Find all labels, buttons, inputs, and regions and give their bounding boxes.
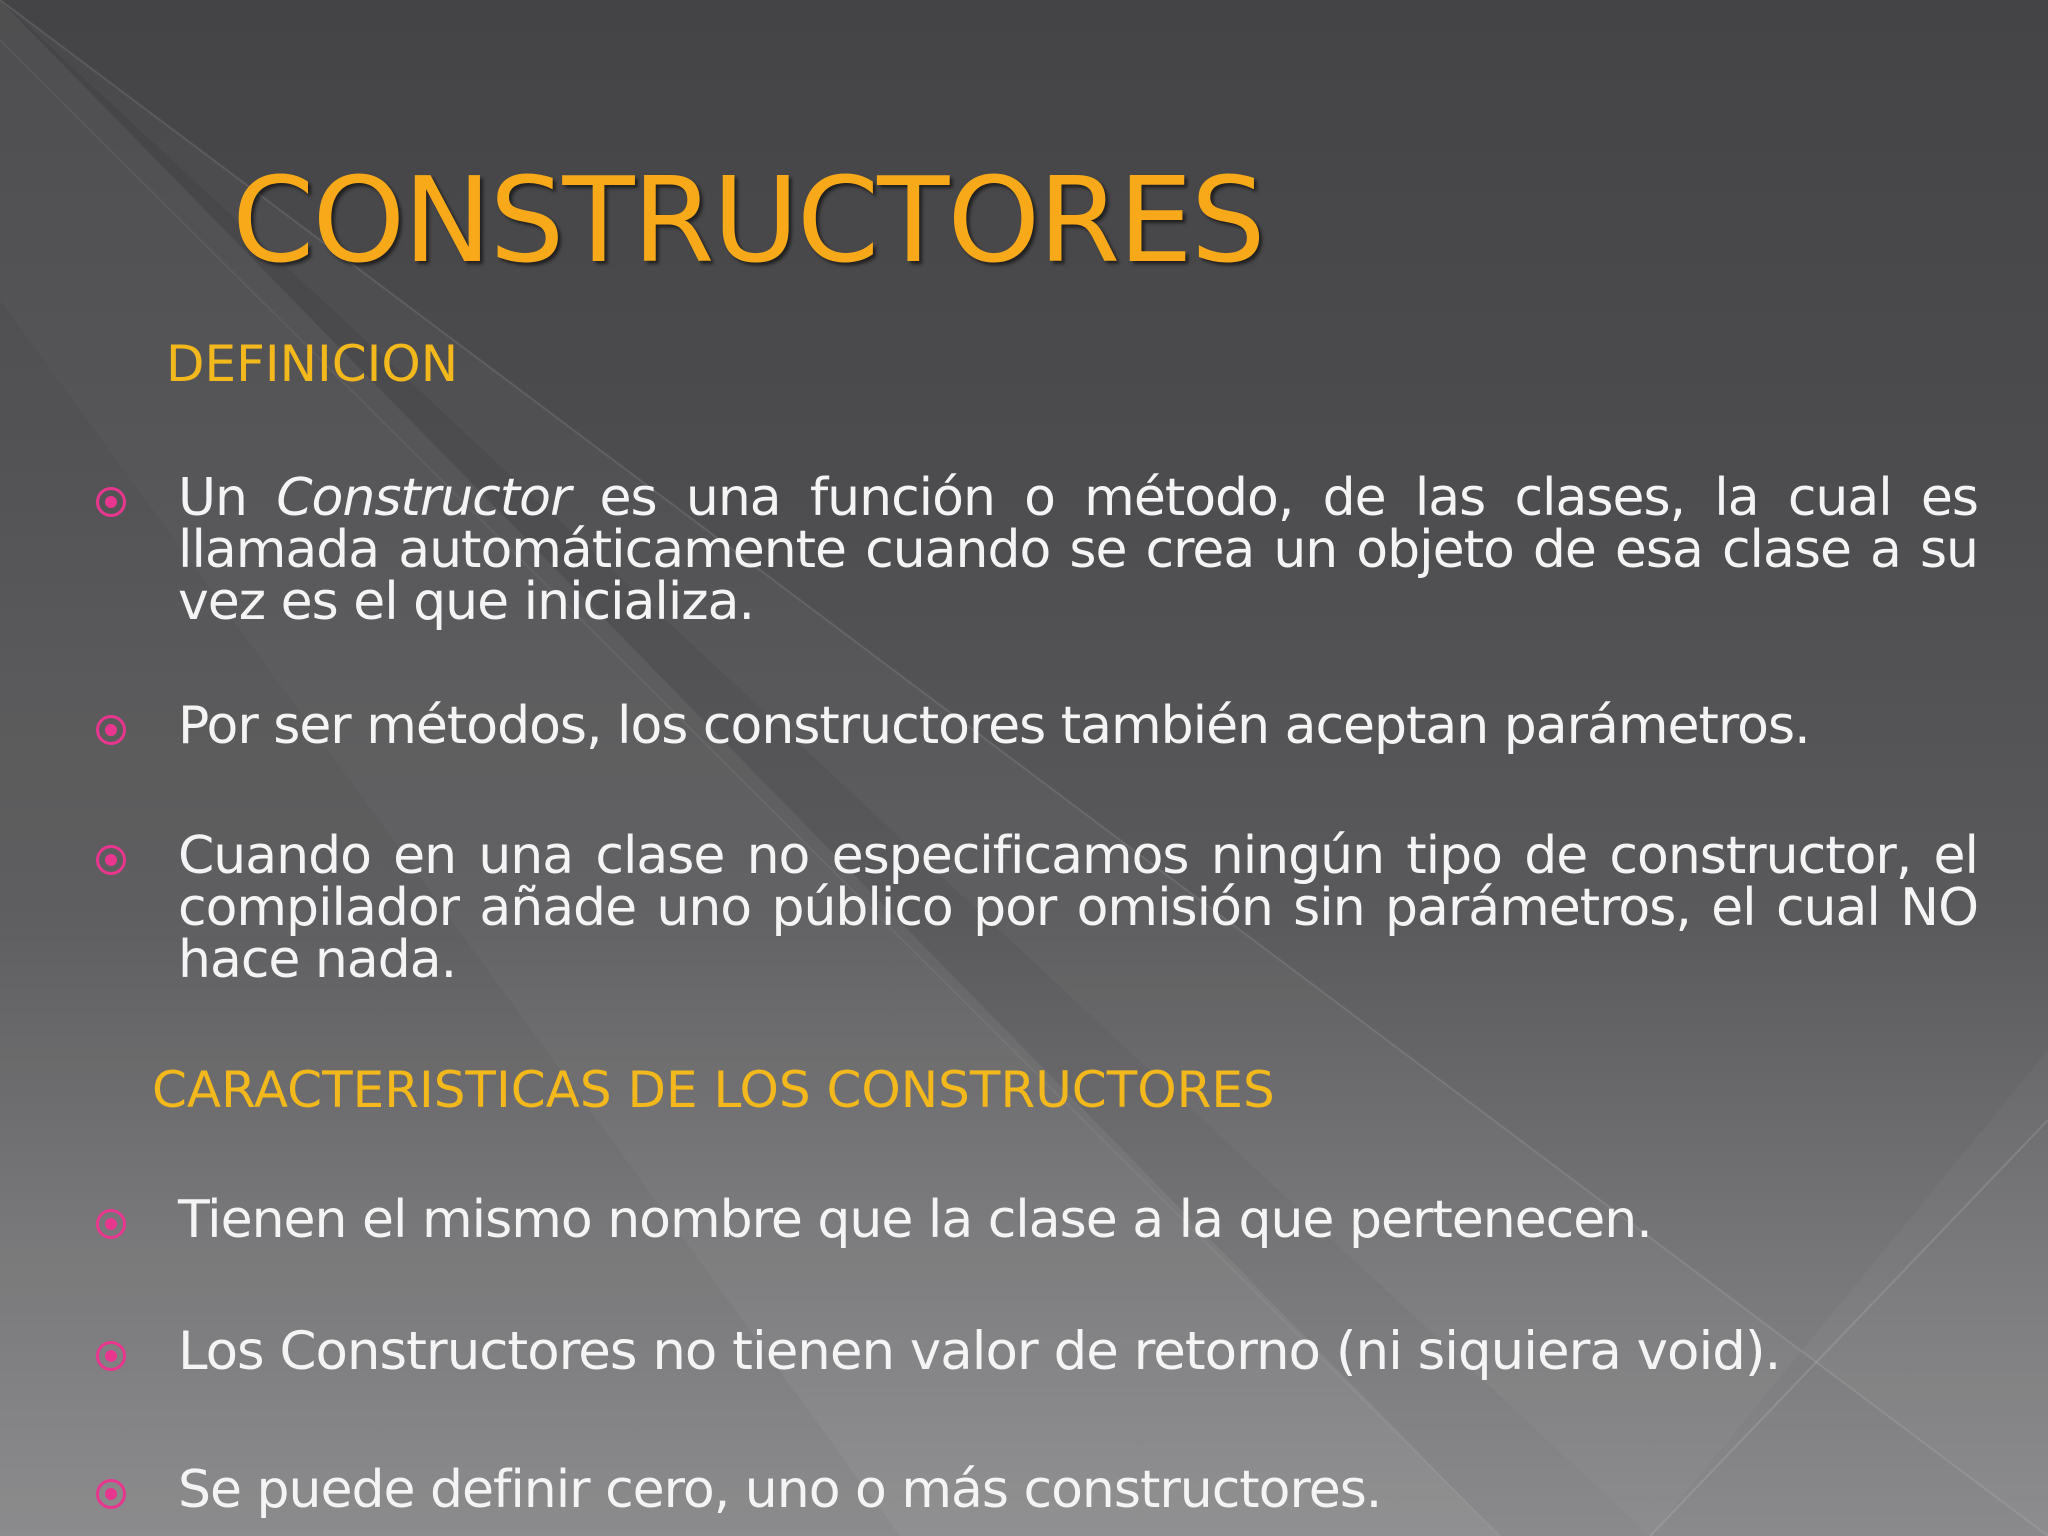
circled-dot-bullet-icon [96,1209,126,1239]
circled-dot-bullet-icon [96,487,126,517]
characteristics-heading: CARACTERISTICAS DE LOS CONSTRUCTORES [152,1061,1275,1119]
constructor-emphasis: Constructor [276,468,571,528]
circled-dot-bullet-icon [96,1341,126,1371]
bullet-text: Los Constructores no tienen valor de retorno (ni siquiera void). [178,1321,1781,1382]
circled-dot-bullet-icon [96,715,126,745]
bullet-text: Tienen el mismo nombre que la clase a la que pertenecen. [178,1190,1652,1250]
bullet-text: Cuando en una clase no especificamos ningún tipo de constructor, el compilador añade uno público por omisión sin parámetros, el cual NO hace nada. [178,826,1978,990]
circled-dot-bullet-icon [96,845,126,875]
slide-title: CONSTRUCTORES [232,151,1264,289]
definition-heading: DEFINICION [166,335,459,393]
bullet-text: Se puede definir cero, uno o más constructores. [178,1460,1382,1520]
bullet-text: Por ser métodos, los constructores también aceptan parámetros. [178,696,1810,756]
bullet-text: Un Constructor es una función o método, de las clases, la cual es llamada automáticamente cuando se crea un objeto de esa clase a su vez es el que inicializa. [178,468,1979,632]
circled-dot-bullet-icon [96,1479,126,1509]
